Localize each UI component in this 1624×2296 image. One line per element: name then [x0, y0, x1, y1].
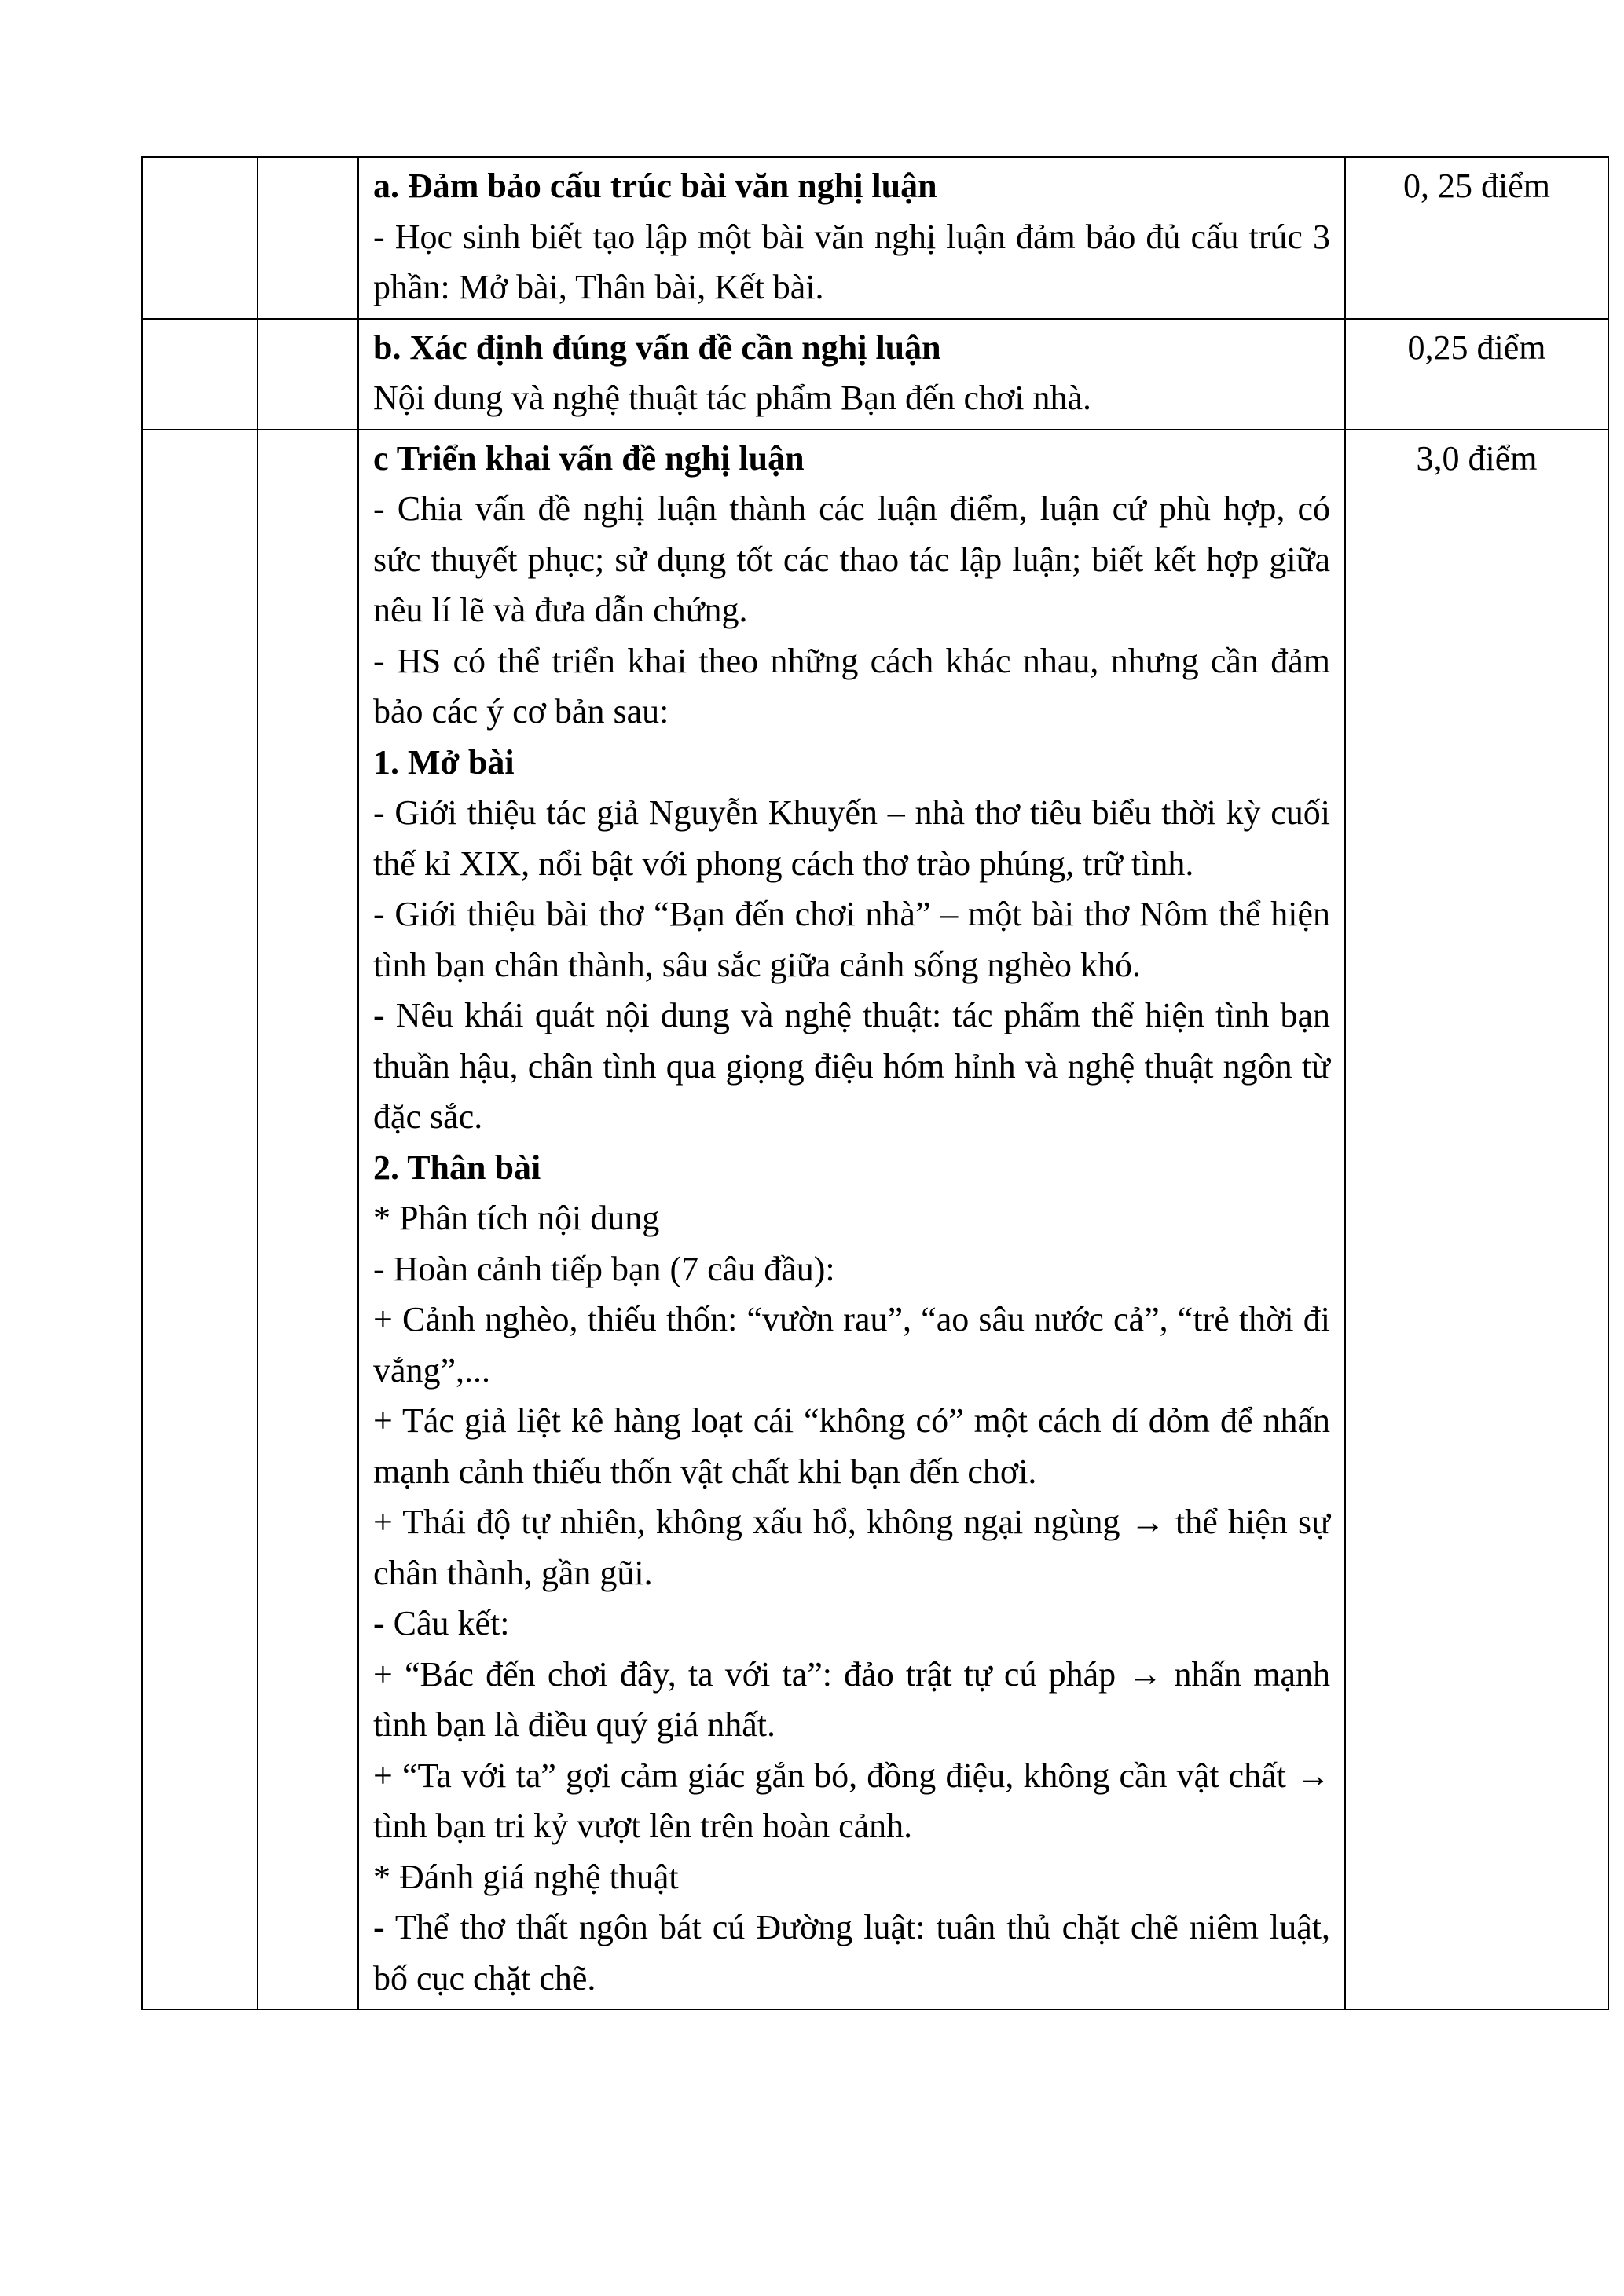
- table-row: [142, 157, 1608, 319]
- criteria-text: - Hoàn cảnh tiếp bạn (7 câu đầu):: [373, 1249, 835, 1288]
- criteria-text: - Học sinh biết tạo lập một bài văn nghị luận đảm bảo đủ cấu trúc 3 phần: Mở bài, Thân bài, Kết bài.: [373, 217, 1330, 306]
- criteria-text: - Thể thơ thất ngôn bát cú Đường luật: tuân thủ chặt chẽ niêm luật, bố cục chặt chẽ.: [373, 1908, 1330, 1998]
- criteria-text: * Phân tích nội dung: [373, 1199, 660, 1237]
- score-cell: 0,25 điểm: [1345, 319, 1608, 430]
- empty-cell: [142, 430, 258, 2010]
- criteria-text: - HS có thể triển khai theo những cách khác nhau, nhưng cần đảm bảo các ý cơ bản sau:: [373, 641, 1330, 731]
- criteria-heading: a. Đảm bảo cấu trúc bài văn nghị luận: [373, 167, 937, 205]
- table-row: [142, 319, 1608, 430]
- table-row: [142, 430, 1608, 2010]
- score-cell: 3,0 điểm: [1345, 430, 1608, 2010]
- empty-cell: [142, 319, 258, 430]
- criteria-text: - Chia vấn đề nghị luận thành các luận điểm, luận cứ phù hợp, có sức thuyết phục; sử dụng tốt các thao tác lập luận; biết kết hợp giữa nêu lí lẽ và đưa dẫn chứng.: [373, 489, 1330, 629]
- grading-table: [141, 156, 1609, 2010]
- section-heading: c Triển khai vấn đề nghị luận: [373, 438, 805, 478]
- criteria-text: - Nêu khái quát nội dung và nghệ thuật: tác phẩm thể hiện tình bạn thuần hậu, chân tình qua giọng điệu hóm hỉnh và nghệ thuật ngôn từ đặc sắc.: [373, 996, 1330, 1136]
- criteria-cell: [358, 157, 1345, 319]
- empty-cell: [142, 157, 258, 319]
- criteria-text: + Thái độ tự nhiên, không xấu hổ, không ngại ngùng → thể hiện sự chân thành, gần gũi.: [373, 1503, 1330, 1592]
- criteria-heading: b. Xác định đúng vấn đề cần nghị luận: [373, 328, 941, 367]
- empty-cell: [258, 430, 358, 2010]
- score-cell: 0, 25 điểm: [1345, 157, 1608, 319]
- criteria-text: + Tác giả liệt kê hàng loạt cái “không có” một cách dí dỏm để nhấn mạnh cảnh thiếu thốn vật chất khi bạn đến chơi.: [373, 1401, 1330, 1491]
- criteria-text: + Cảnh nghèo, thiếu thốn: “vườn rau”, “ao sâu nước cả”, “trẻ thời đi vắng”,...: [373, 1300, 1330, 1390]
- criteria-text: - Câu kết:: [373, 1604, 510, 1642]
- section-heading: 1. Mở bài: [373, 742, 515, 782]
- criteria-text: + “Bác đến chơi đây, ta với ta”: đảo trật tự cú pháp → nhấn mạnh tình bạn là điều quý giá nhất.: [373, 1654, 1330, 1744]
- criteria-cell: [358, 430, 1345, 2010]
- section-heading: 2. Thân bài: [373, 1148, 541, 1187]
- empty-cell: [258, 157, 358, 319]
- criteria-text: * Đánh giá nghệ thuật: [373, 1857, 679, 1896]
- criteria-text: Nội dung và nghệ thuật tác phẩm Bạn đến chơi nhà.: [373, 379, 1092, 417]
- criteria-text: - Giới thiệu bài thơ “Bạn đến chơi nhà” – một bài thơ Nôm thể hiện tình bạn chân thành, sâu sắc giữa cảnh sống nghèo khó.: [373, 895, 1330, 984]
- empty-cell: [258, 319, 358, 430]
- criteria-text: - Giới thiệu tác giả Nguyễn Khuyến – nhà thơ tiêu biểu thời kỳ cuối thế kỉ XIX, nổi bật với phong cách thơ trào phúng, trữ tình.: [373, 793, 1330, 883]
- criteria-text: + “Ta với ta” gợi cảm giác gắn bó, đồng điệu, không cần vật chất → tình bạn tri kỷ vượt lên trên hoàn cảnh.: [373, 1756, 1330, 1845]
- criteria-cell: [358, 319, 1345, 430]
